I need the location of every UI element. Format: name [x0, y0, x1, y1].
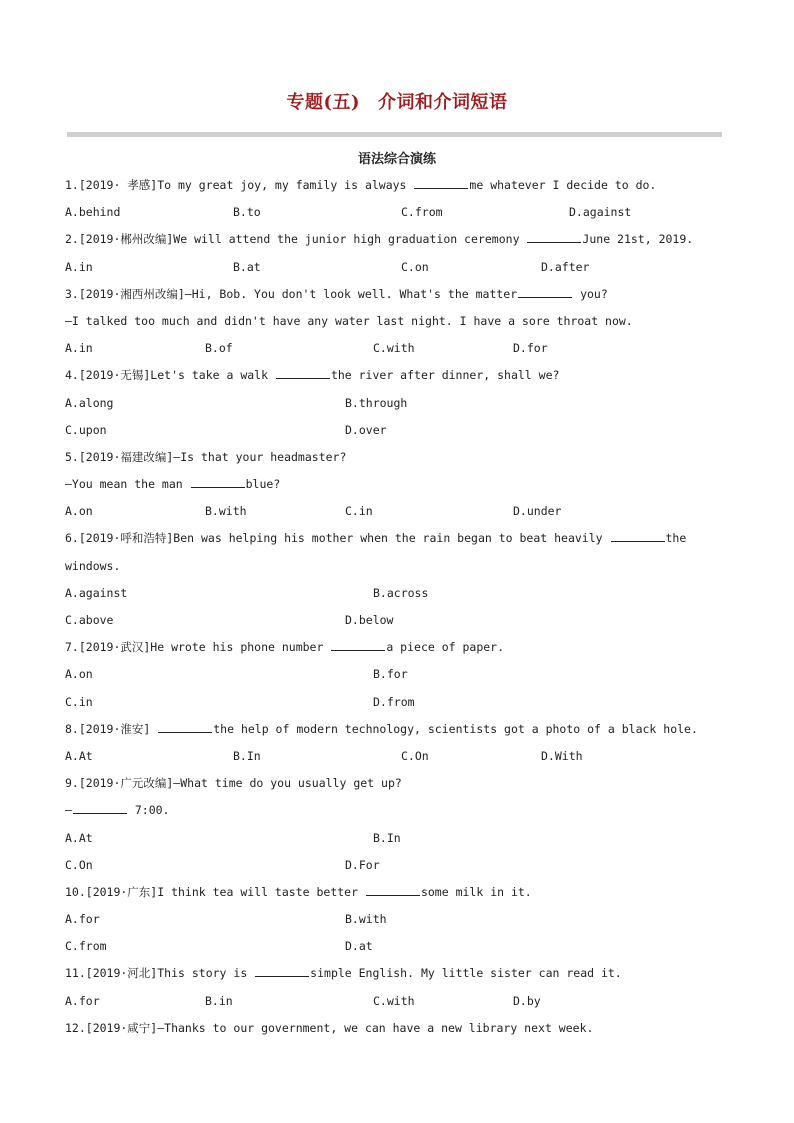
- title-part-topic: 专题(五): [286, 92, 361, 113]
- option-b: B.across: [373, 585, 429, 600]
- option-c: C.in: [65, 694, 93, 709]
- question-10: 10.[2019·广东]I think tea will taste better some milk in it.: [65, 884, 532, 899]
- option-a: A.for: [65, 912, 100, 927]
- answer-blank: [331, 638, 385, 651]
- question-3: 3.[2019·湘西州改编]—Hi, Bob. You don't look well. What's the matter you?: [65, 286, 608, 301]
- answer-blank: [518, 285, 572, 298]
- answer-blank: [255, 964, 309, 977]
- question-9-response: — 7:00.: [65, 803, 170, 818]
- option-b: B.of: [205, 341, 233, 356]
- option-d: D.after: [541, 259, 590, 274]
- question-4: 4.[2019·无锡]Let's take a walk the river after dinner, shall we?: [65, 368, 560, 383]
- option-d: D.below: [345, 613, 394, 627]
- option-b: B.In: [373, 830, 401, 845]
- option-a: A.along: [65, 395, 114, 410]
- option-a: A.on: [65, 667, 93, 682]
- option-b: B.with: [205, 504, 247, 519]
- options-2: [65, 254, 735, 281]
- option-a: A.in: [65, 341, 93, 356]
- option-b: B.to: [233, 205, 261, 220]
- question-7: 7.[2019·武汉]He wrote his phone number a piece of paper.: [65, 640, 505, 655]
- option-c: C.above: [65, 613, 114, 627]
- options-9-row1: [65, 825, 735, 852]
- options-6-row1: [65, 580, 735, 607]
- question-5: 5.[2019·福建改编]—Is that your headmaster?: [65, 449, 347, 464]
- option-a: A.At: [65, 830, 93, 845]
- question-8: 8.[2019·淮安] the help of modern technology, scientists got a photo of a black hole.: [65, 721, 698, 736]
- option-b: B.in: [205, 993, 233, 1008]
- question-6-continued: windows.: [65, 558, 121, 573]
- option-d: D.With: [541, 748, 583, 763]
- options-4-row1: [65, 390, 735, 417]
- option-c: C.on: [401, 259, 429, 274]
- option-c: C.upon: [65, 422, 107, 437]
- question-3-response: —I talked too much and didn't have any water last night. I have a sore throat now.: [65, 313, 633, 328]
- question-2: 2.[2019·郴州改编]We will attend the junior high graduation ceremony June 21st, 2019.: [65, 232, 694, 247]
- option-a: A.on: [65, 504, 93, 519]
- option-c: C.On: [65, 857, 93, 872]
- option-a: A.for: [65, 993, 100, 1008]
- answer-blank: [158, 720, 212, 733]
- options-7-row1: [65, 661, 735, 688]
- page-title: [0, 88, 794, 114]
- question-9: 9.[2019·广元改编]—What time do you usually get up?: [65, 776, 402, 791]
- option-c: C.from: [401, 205, 443, 220]
- option-a: A.At: [65, 748, 93, 763]
- options-5: [65, 498, 735, 525]
- options-7-row2: [65, 689, 735, 716]
- question-1: 1.[2019· 孝感]To my great joy, my family is always me whatever I decide to do.: [65, 178, 657, 192]
- options-11: [65, 988, 735, 1015]
- option-c: C.in: [345, 504, 373, 519]
- answer-blank: [414, 176, 468, 189]
- options-10-row2: [65, 933, 735, 960]
- option-c: C.with: [373, 341, 415, 356]
- answer-blank: [611, 529, 665, 542]
- options-6-row2: [65, 607, 735, 634]
- option-b: B.with: [345, 912, 387, 927]
- options-10-row1: [65, 906, 735, 933]
- option-c: C.with: [373, 993, 415, 1008]
- options-1: [65, 199, 735, 226]
- options-8: [65, 743, 735, 770]
- question-list: [65, 172, 735, 1042]
- option-b: B.for: [373, 667, 408, 682]
- option-a: A.in: [65, 259, 93, 274]
- options-9-row2: [65, 852, 735, 879]
- option-a: A.behind: [65, 205, 121, 220]
- question-5-response: —You mean the man blue?: [65, 477, 281, 492]
- option-d: D.from: [373, 694, 415, 709]
- option-d: D.under: [513, 504, 562, 519]
- option-b: B.at: [233, 259, 261, 274]
- answer-blank: [366, 883, 420, 896]
- options-4-row2: [65, 417, 735, 444]
- option-d: D.for: [513, 341, 548, 356]
- header-divider: [67, 132, 722, 137]
- options-3: [65, 335, 735, 362]
- option-d: D.at: [345, 939, 373, 954]
- option-d: D.For: [345, 857, 380, 872]
- question-6: 6.[2019·呼和浩特]Ben was helping his mother when the rain began to beat heavily the: [65, 531, 687, 546]
- option-b: B.through: [345, 395, 408, 410]
- option-d: D.by: [513, 993, 541, 1008]
- option-c: C.from: [65, 939, 107, 954]
- question-11: 11.[2019·河北]This story is simple English. My little sister can read it.: [65, 966, 622, 981]
- answer-blank: [191, 475, 245, 488]
- answer-blank: [73, 801, 127, 814]
- answer-blank: [527, 230, 581, 243]
- option-c: C.On: [401, 748, 429, 763]
- option-d: D.against: [569, 205, 632, 220]
- question-12: 12.[2019·咸宁]—Thanks to our government, we can have a new library next week.: [65, 1020, 594, 1035]
- option-b: B.In: [233, 748, 261, 763]
- option-d: D.over: [345, 422, 387, 437]
- option-a: A.against: [65, 585, 128, 600]
- section-title: 语法综合演练: [357, 152, 436, 167]
- answer-blank: [276, 366, 330, 379]
- title-part-subject: 介词和介词短语: [378, 92, 508, 113]
